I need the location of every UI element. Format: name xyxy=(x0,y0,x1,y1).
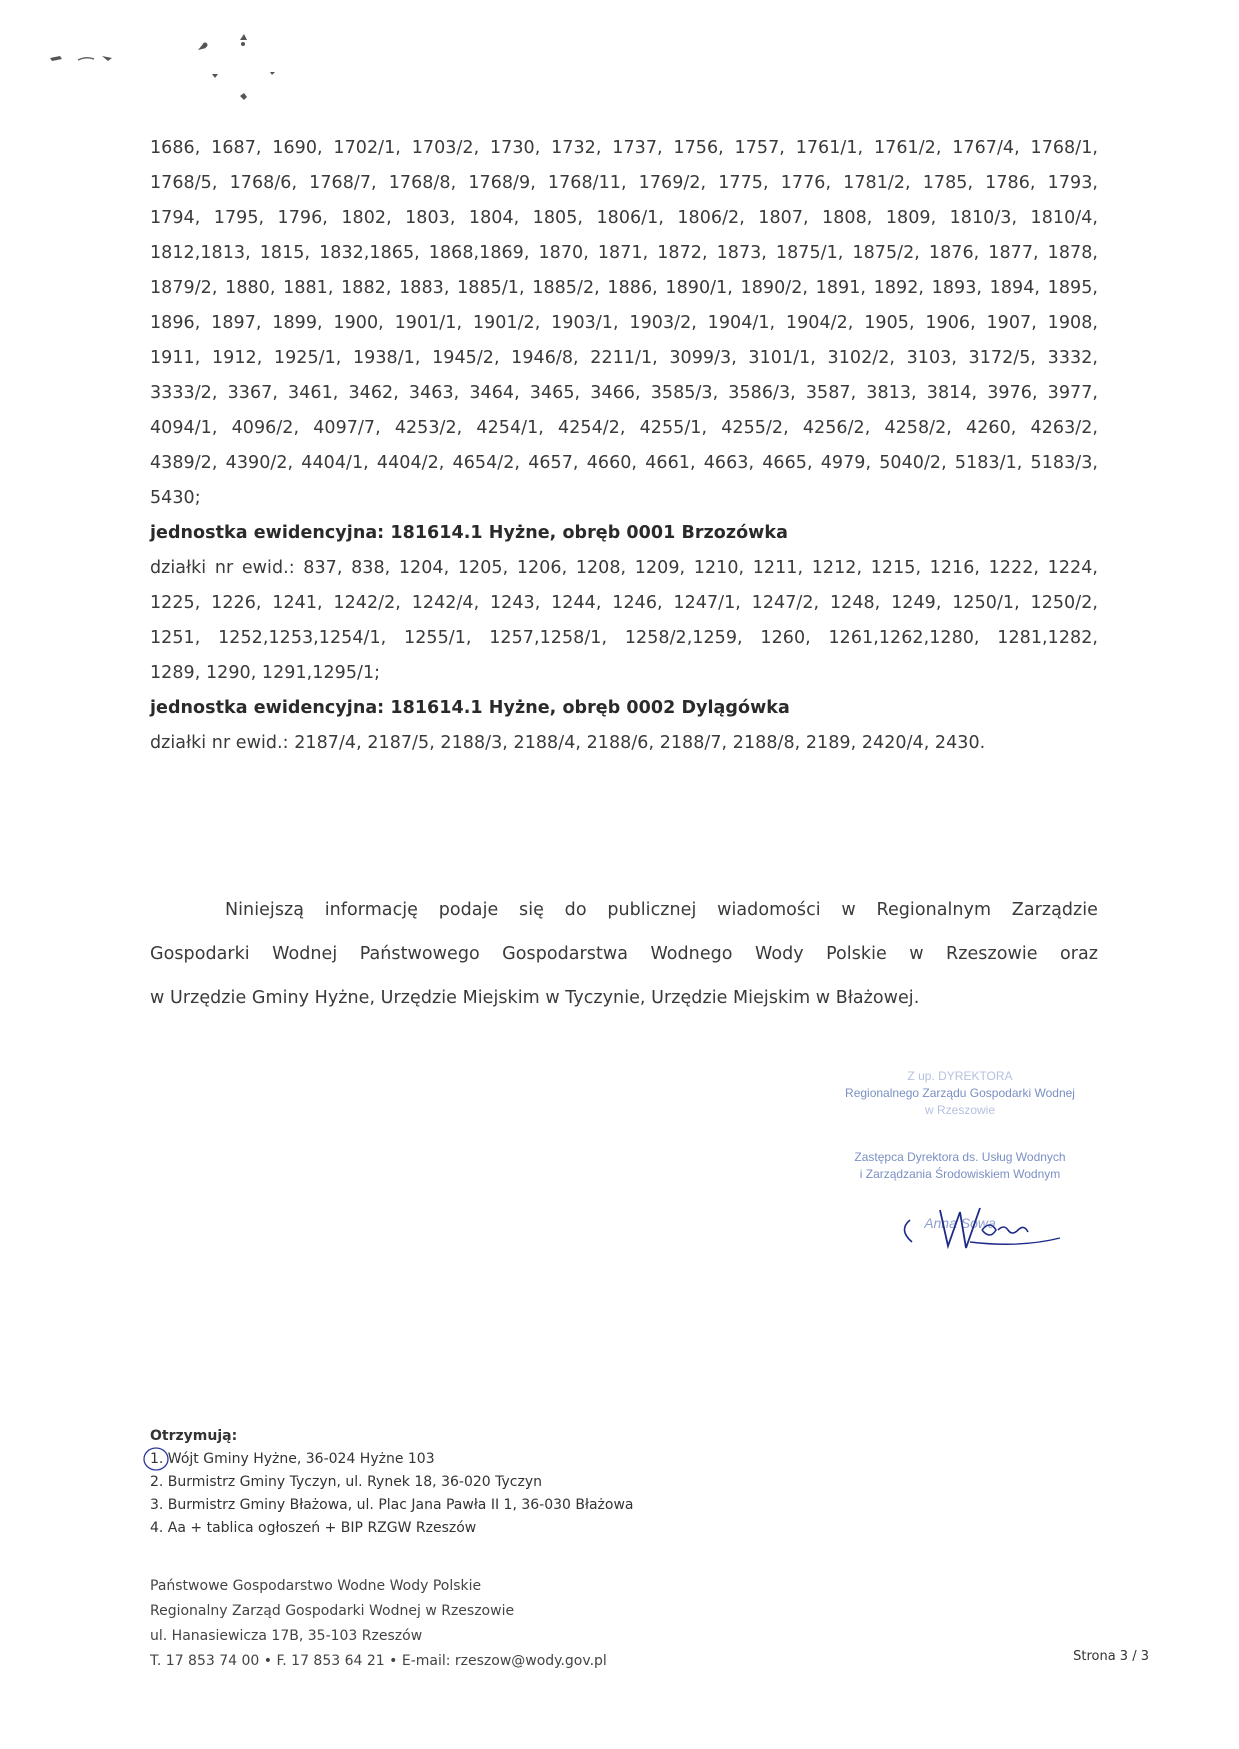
parcel-line: 1879/2, 1880, 1881, 1882, 1883, 1885/1, 1885/2, 1886, 1890/1, 1890/2, 1891, 1892, 1893, 1894, 1895, xyxy=(150,278,1098,298)
recipients-list xyxy=(150,1425,634,1540)
public-notice-paragraph xyxy=(150,888,1098,1020)
stamp-line: Z up. DYREKTORA xyxy=(907,1069,1013,1083)
stamp-line: i Zarządzania Środowiskiem Wodnym xyxy=(859,1167,1061,1181)
handwritten-circle-mark xyxy=(142,1446,170,1472)
stamp-line: w Rzeszowie xyxy=(924,1103,996,1117)
parcel-line: 1768/5, 1768/6, 1768/7, 1768/8, 1768/9, 1768/11, 1769/2, 1775, 1776, 1781/2, 1785, 1786, 1793, xyxy=(150,173,1098,193)
footer-line: T. 17 853 74 00 • F. 17 853 64 21 • E-mail: rzeszow@wody.gov.pl xyxy=(150,1653,607,1669)
recipient-item: 3. Burmistrz Gminy Błażowa, ul. Plac Jana Pawła II 1, 36-030 Błażowa xyxy=(150,1497,634,1513)
footer-line: Państwowe Gospodarstwo Wodne Wody Polskie xyxy=(150,1578,482,1594)
parcel-line: 1896, 1897, 1899, 1900, 1901/1, 1901/2, 1903/1, 1903/2, 1904/1, 1904/2, 1905, 1906, 1907, 1908, xyxy=(150,313,1098,333)
recipient-item: 1. Wójt Gminy Hyżne, 36-024 Hyżne 103 xyxy=(150,1451,435,1467)
footer-line: ul. Hanasiewicza 17B, 35-103 Rzeszów xyxy=(150,1628,423,1644)
recipient-item: 2. Burmistrz Gminy Tyczyn, ul. Rynek 18, 36-020 Tyczyn xyxy=(150,1474,542,1490)
parcel-line: 1251, 1252,1253,1254/1, 1255/1, 1257,1258/1, 1258/2,1259, 1260, 1261,1262,1280, 1281,1282, xyxy=(150,628,1098,648)
footer-line: Regionalny Zarząd Gospodarki Wodnej w Rzeszowie xyxy=(150,1603,515,1619)
parcel-line: 4389/2, 4390/2, 4404/1, 4404/2, 4654/2, 4657, 4660, 4661, 4663, 4665, 4979, 5040/2, 5183/1, 5183/3, xyxy=(150,453,1098,473)
unit-heading-dylagowka: jednostka ewidencyjna: 181614.1 Hyżne, obręb 0002 Dylągówka xyxy=(150,698,790,718)
handwritten-signature xyxy=(890,1190,1070,1260)
signatory-name: Anna Sowa xyxy=(924,1215,996,1231)
stamp-line: Zastępca Dyrektora ds. Usług Wodnych xyxy=(854,1150,1066,1164)
institution-footer xyxy=(150,1574,607,1674)
parcel-line: 3333/2, 3367, 3461, 3462, 3463, 3464, 3465, 3466, 3585/3, 3586/3, 3587, 3813, 3814, 3976, 3977, xyxy=(150,383,1098,403)
parcel-line: 1812,1813, 1815, 1832,1865, 1868,1869, 1870, 1871, 1872, 1873, 1875/1, 1875/2, 1876, 1877, 1878, xyxy=(150,243,1098,263)
recipient-item: 4. Aa + tablica ogłoszeń + BIP RZGW Rzeszów xyxy=(150,1520,477,1536)
stamp-line: Regionalnego Zarządu Gospodarki Wodnej xyxy=(845,1086,1075,1100)
parcel-line: działki nr ewid.: 837, 838, 1204, 1205, 1206, 1208, 1209, 1210, 1211, 1212, 1215, 1216, 1222, 1224, xyxy=(150,558,1098,578)
parcel-line: działki nr ewid.: 2187/4, 2187/5, 2188/3, 2188/4, 2188/6, 2188/7, 2188/8, 2189, 2420/4, 2430. xyxy=(150,733,986,753)
scan-specks xyxy=(30,30,290,110)
parcel-line: 1794, 1795, 1796, 1802, 1803, 1804, 1805, 1806/1, 1806/2, 1807, 1808, 1809, 1810/3, 1810/4, xyxy=(150,208,1098,228)
notice-line: w Urzędzie Gminy Hyżne, Urzędzie Miejskim w Tyczynie, Urzędzie Miejskim w Błażowej. xyxy=(150,988,920,1008)
parcel-line: 1911, 1912, 1925/1, 1938/1, 1945/2, 1946/8, 2211/1, 3099/3, 3101/1, 3102/2, 3103, 3172/5, 3332, xyxy=(150,348,1098,368)
parcel-line: 1686, 1687, 1690, 1702/1, 1703/2, 1730, 1732, 1737, 1756, 1757, 1761/1, 1761/2, 1767/4, 1768/1, xyxy=(150,138,1098,158)
parcel-line: 4094/1, 4096/2, 4097/7, 4253/2, 4254/1, 4254/2, 4255/1, 4255/2, 4256/2, 4258/2, 4260, 4263/2, xyxy=(150,418,1098,438)
notice-line: Gospodarki Wodnej Państwowego Gospodarstwa Wodnego Wody Polskie w Rzeszowie oraz xyxy=(150,944,1098,964)
page-number: Strona 3 / 3 xyxy=(1073,1649,1149,1664)
notice-line: Niniejszą informację podaje się do publicznej wiadomości w Regionalnym Zarządzie xyxy=(225,900,1098,920)
parcel-line: 1289, 1290, 1291,1295/1; xyxy=(150,663,381,683)
recipients-title: Otrzymują: xyxy=(150,1428,238,1444)
parcel-list-continued xyxy=(150,131,1098,761)
parcel-line: 5430; xyxy=(150,488,201,508)
parcel-line: 1225, 1226, 1241, 1242/2, 1242/4, 1243, 1244, 1246, 1247/1, 1247/2, 1248, 1249, 1250/1, 1250/2, xyxy=(150,593,1098,613)
unit-heading-brzozowka: jednostka ewidencyjna: 181614.1 Hyżne, obręb 0001 Brzozówka xyxy=(150,523,788,543)
